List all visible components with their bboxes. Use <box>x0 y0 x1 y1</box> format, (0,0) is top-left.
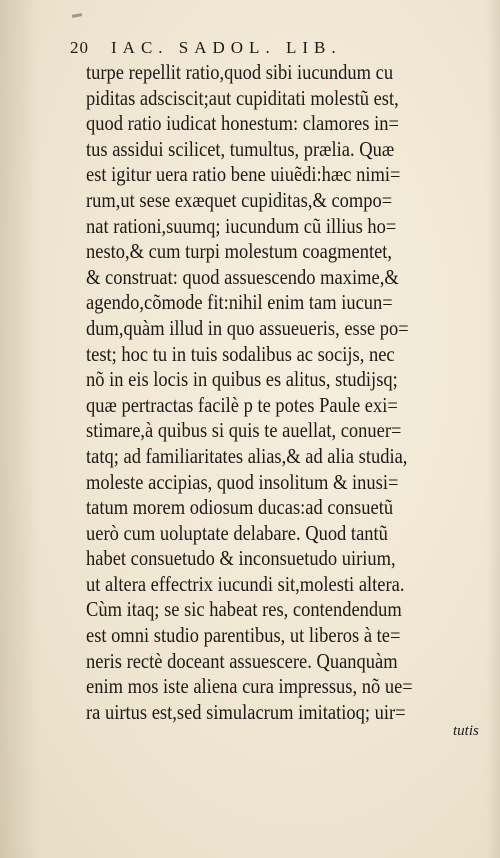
text-line: Cùm itaq; se sic habeat res, contendendum <box>86 597 402 622</box>
text-line: test; hoc tu in tuis sodalibus ac socijs, nec <box>86 341 395 366</box>
text-line: nõ in eis locis in quibus es alitus, studijsq; <box>86 367 398 392</box>
gutter-shadow <box>0 0 38 858</box>
ink-speck <box>72 13 82 18</box>
catchword: tutis <box>453 723 479 739</box>
text-line: nat rationi,suumq; iucundum cũ illius ho= <box>86 213 397 238</box>
text-line: uerò cum uoluptate delabare. Quod tantũ <box>86 520 388 545</box>
text-line: quæ pertractas facilè p te potes Paule exi= <box>86 392 398 417</box>
running-head: IAC. SADOL. LIB. <box>111 38 342 57</box>
text-line: nesto,& cum turpi molestum coagmentet, <box>86 239 393 264</box>
text-line: rum,ut sese exæquet cupiditas,& compo= <box>86 187 393 212</box>
text-line: tatum morem odiosum ducas:ad consuetũ <box>86 495 394 520</box>
page-header <box>70 37 440 59</box>
text-line: stimare,à quibus si quis te auellat, conuer= <box>86 418 402 443</box>
text-line: piditas adsciscit;aut cupiditati molestũ est, <box>86 85 399 110</box>
text-line: moleste accipias, quod insolitum & inusi= <box>86 469 399 494</box>
text-line: est omni studio parentibus, ut liberos à te= <box>86 623 401 648</box>
text-line: turpe repellit ratio,quod sibi iucundum cu <box>86 60 394 84</box>
text-line: tus assidui scilicet, tumultus, prælia. Quæ <box>86 136 395 161</box>
text-line: dum,quàm illud in quo assueueris, esse po= <box>86 315 409 340</box>
text-line: habet consuetudo & inconsuetudo uirium, <box>86 546 396 571</box>
text-line: agendo,cõmode fit:nihil enim tam iucun= <box>86 290 393 315</box>
text-line: ut altera effectrix iucundi sit,molesti altera. <box>86 571 405 596</box>
page-number: 20 <box>70 38 89 57</box>
body-text <box>86 60 486 725</box>
text-line: est igitur uera ratio bene uiuẽdi:hæc nimi= <box>86 162 401 187</box>
page-edge-shadow <box>486 0 500 858</box>
text-line: ra uirtus est,sed simulacrum imitatioq; uir= <box>86 699 406 724</box>
text-line: enim mos iste aliena cura impressus, nõ ue= <box>86 674 413 699</box>
text-line: & construat: quod assuescendo maxime,& <box>86 264 399 289</box>
text-line: quod ratio iudicat honestum: clamores in= <box>86 111 399 136</box>
text-line: tatq; ad familiaritates alias,& ad alia studia, <box>86 443 408 468</box>
text-line: neris rectè doceant assuescere. Quanquàm <box>86 648 398 673</box>
